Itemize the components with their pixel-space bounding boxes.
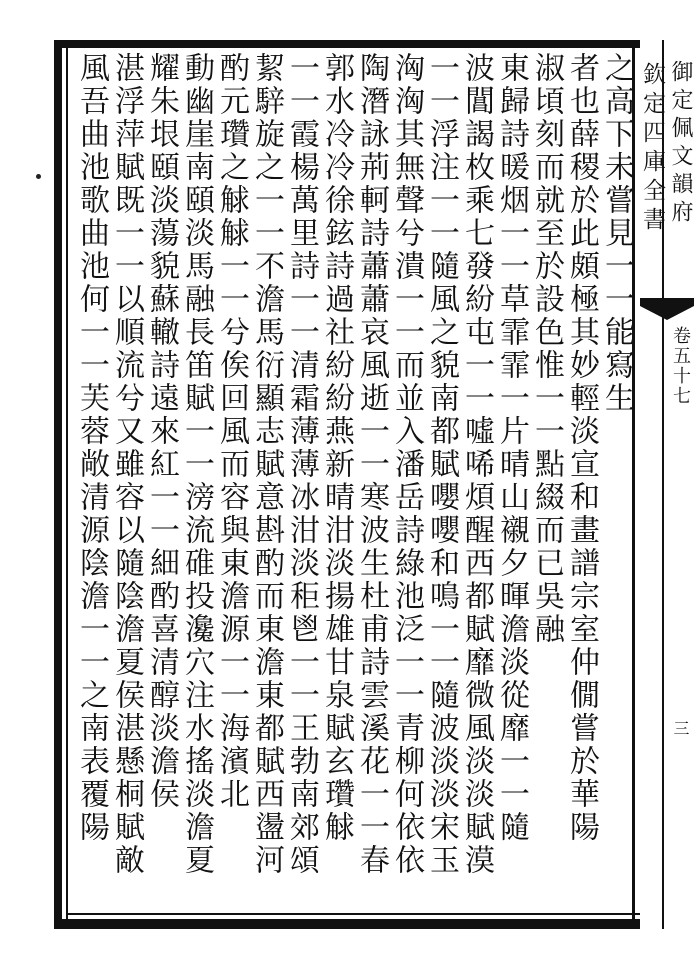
- page-marker: 三: [671, 720, 690, 736]
- frame-inner-left-line: [66, 48, 68, 919]
- text-column-16: 風吾曲池歌曲池何一一芙蓉敞清源陰澹一一之南表覆陽: [74, 52, 109, 844]
- margin-ink-dot: [36, 174, 41, 179]
- text-column-7: 洶洶其無聲兮潰一一而並入潘岳詩綠池泛一一青柳何依依: [389, 52, 424, 877]
- frame-left-border: [54, 40, 62, 929]
- fishtail-icon: [640, 298, 694, 322]
- book-title: 欽定四庫全書: [639, 62, 665, 236]
- book-title-right: 御定佩文韻府: [668, 60, 693, 228]
- text-column-3: 淑頃刻而就至於設色惟一一點綴而已吳融: [529, 52, 564, 646]
- text-column-11: 絜騂旋之一一不澹馬衍顯志賦意斟酌而東澹東都賦西盪河: [249, 52, 284, 877]
- frame-inner-bottom-line: [66, 913, 640, 915]
- text-column-6: 一一浮注一一隨風之貌南都賦嚶嚶和鳴一一隨波淡淡宋玉: [424, 52, 459, 877]
- text-column-8: 陶潛詠荊軻詩蕭蕭哀風逝一一寒波生杜甫詩雲溪花一一春: [354, 52, 389, 877]
- text-column-9: 郭水冷冷徐鉉詩過社紛紛燕新晴泔淡揚雄甘泉賦玄瓚觩: [319, 52, 354, 844]
- text-column-14: 耀朱垠頤淡蕩貌蘇轍詩遠來紅一一細酌喜清醇淡澹侯: [144, 52, 179, 811]
- frame-top-border: [54, 40, 640, 48]
- text-column-12: 酌元瓚之觩觩一一兮俟回風而容與東澹源一一海濱北: [214, 52, 249, 811]
- text-column-5: 波閶謁枚乘七發紛屯一一噓唏煩醒西都賦靡微風淡淡賦漠: [459, 52, 494, 877]
- chapter-label: 卷五十七: [670, 326, 691, 406]
- frame-bottom-border: [54, 919, 640, 929]
- text-column-10: 一一霞楊萬里詩一一清霜薄薄冰泔淡秬鬯一一王勃南郊頌: [284, 52, 319, 877]
- text-column-2: 者也薛稷於此頗極其妙輕淡宣和畫譜宗室仲僩嘗於華陽: [564, 52, 599, 844]
- text-column-4: 東歸詩暖烟一一草霏霏一片晴山襯夕暉澹淡從靡一一隨: [494, 52, 529, 844]
- text-column-15: 湛浮萍賦既一一以順流兮又雖容以隨陰澹夏侯湛懸桐賦敵: [109, 52, 144, 877]
- text-column-13: 動幽崖南頤淡馬融長笛賦一一滂流碓投瀺穴注水搖淡澹夏: [179, 52, 214, 877]
- text-column-1: 之高下未嘗見一一能寫生: [599, 52, 634, 415]
